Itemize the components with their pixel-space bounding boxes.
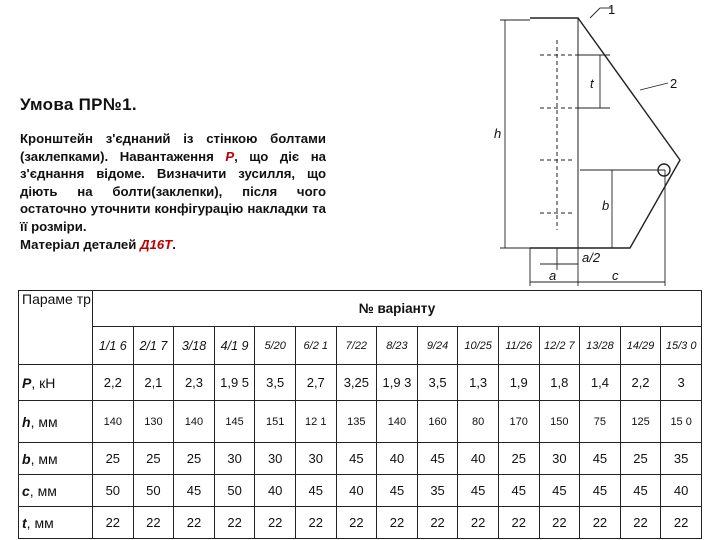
value-cell: 22 <box>417 507 458 539</box>
row-symbol: P <box>22 374 32 391</box>
variant-cell: 9/24 <box>417 327 458 365</box>
param-header: Параме тр <box>19 291 93 365</box>
value-cell: 2,7 <box>295 365 336 401</box>
row-label <box>19 365 93 401</box>
value-cell: 30 <box>295 443 336 475</box>
variant-cell: 2/1 7 <box>133 327 174 365</box>
value-cell: 135 <box>336 401 377 443</box>
condition-text-1: Кронштейн з'єднаний із стінкою болтами (заклепками). Навантаження <box>20 131 326 164</box>
value-cell: 1,3 <box>458 365 499 401</box>
value-cell: 3,5 <box>417 365 458 401</box>
value-cell: 45 <box>295 475 336 507</box>
value-cell: 22 <box>620 507 661 539</box>
row-label <box>19 443 93 475</box>
wall-plate-outline <box>530 18 680 248</box>
value-cell: 30 <box>539 443 580 475</box>
value-cell: 22 <box>498 507 539 539</box>
variant-cell: 3/18 <box>174 327 215 365</box>
value-cell: 170 <box>498 401 539 443</box>
value-cell: 40 <box>458 443 499 475</box>
variant-cell: 12/2 7 <box>539 327 580 365</box>
condition-text-2: , що діє на з'єднання відоме. Визначити зусилля, що діють на болти(заклепки), після чого остаточно уточнити конфігурацію накладки та її розміри. <box>20 148 326 234</box>
table-row <box>19 365 702 401</box>
value-cell: 25 <box>620 443 661 475</box>
value-cell: 45 <box>336 443 377 475</box>
value-cell: 140 <box>377 401 418 443</box>
variant-cell: 10/25 <box>458 327 499 365</box>
value-cell: 22 <box>377 507 418 539</box>
value-cell: 1,9 3 <box>377 365 418 401</box>
value-cell: 140 <box>174 401 215 443</box>
value-cell: 160 <box>417 401 458 443</box>
value-cell: 45 <box>620 475 661 507</box>
parameters-table <box>18 290 702 539</box>
value-cell: 150 <box>539 401 580 443</box>
value-cell: 25 <box>93 443 134 475</box>
value-cell: 45 <box>174 475 215 507</box>
value-cell: 35 <box>661 443 702 475</box>
row-unit: , мм <box>30 450 58 467</box>
value-cell: 25 <box>498 443 539 475</box>
value-cell: 145 <box>214 401 255 443</box>
value-cell: 22 <box>214 507 255 539</box>
value-cell: 130 <box>133 401 174 443</box>
dim-c-label: c <box>612 268 619 283</box>
table-header-row <box>19 291 702 327</box>
row-label <box>19 507 93 539</box>
variant-cell: 6/2 1 <box>295 327 336 365</box>
value-cell: 40 <box>377 443 418 475</box>
variant-cell: 14/29 <box>620 327 661 365</box>
load-symbol: P <box>225 148 235 164</box>
value-cell: 3,5 <box>255 365 296 401</box>
dim-a-label: a <box>549 268 557 283</box>
value-cell: 50 <box>214 475 255 507</box>
row-unit: , мм <box>26 514 54 531</box>
value-cell: 2,3 <box>174 365 215 401</box>
value-cell: 80 <box>458 401 499 443</box>
row-unit: , мм <box>30 413 58 430</box>
row-label <box>19 401 93 443</box>
value-cell: 3 <box>661 365 702 401</box>
page-title: Умова ПР№1. <box>20 95 137 114</box>
table-row <box>19 475 702 507</box>
value-cell: 22 <box>661 507 702 539</box>
row-symbol: h <box>22 413 31 430</box>
value-cell: 25 <box>133 443 174 475</box>
value-cell: 2,2 <box>93 365 134 401</box>
variant-cell: 5/20 <box>255 327 296 365</box>
value-cell: 151 <box>255 401 296 443</box>
variant-number-row <box>19 327 702 365</box>
value-cell: 22 <box>580 507 621 539</box>
value-cell: 30 <box>214 443 255 475</box>
value-cell: 45 <box>580 443 621 475</box>
value-cell: 22 <box>295 507 336 539</box>
dim-b-label: b <box>602 198 610 213</box>
material-suffix: . <box>172 236 176 252</box>
value-cell: 22 <box>93 507 134 539</box>
bracket-drawing <box>470 0 720 292</box>
row-unit: , мм <box>29 482 57 499</box>
value-cell: 140 <box>93 401 134 443</box>
material-name: Д16Т <box>140 236 173 252</box>
value-cell: 40 <box>661 475 702 507</box>
label-2: 2 <box>670 76 678 91</box>
value-cell: 2,2 <box>620 365 661 401</box>
value-cell: 45 <box>498 475 539 507</box>
dim-a2-label: a/2 <box>582 250 601 265</box>
value-cell: 22 <box>458 507 499 539</box>
material-prefix: Матеріал деталей <box>20 236 141 252</box>
row-unit: , кН <box>31 374 56 391</box>
value-cell: 35 <box>417 475 458 507</box>
value-cell: 125 <box>620 401 661 443</box>
variant-cell: 15/3 0 <box>661 327 702 365</box>
value-cell: 1,4 <box>580 365 621 401</box>
dim-t-label: t <box>590 76 594 91</box>
value-cell: 45 <box>580 475 621 507</box>
value-cell: 30 <box>255 443 296 475</box>
value-cell: 2,1 <box>133 365 174 401</box>
variant-cell: 4/1 9 <box>214 327 255 365</box>
value-cell: 22 <box>255 507 296 539</box>
value-cell: 75 <box>580 401 621 443</box>
label-1: 1 <box>608 2 616 17</box>
table-row <box>19 443 702 475</box>
table-row <box>19 507 702 539</box>
variant-cell: 11/26 <box>498 327 539 365</box>
value-cell: 50 <box>93 475 134 507</box>
value-cell: 1,9 <box>498 365 539 401</box>
table-row <box>19 401 702 443</box>
variant-cell: 8/23 <box>377 327 418 365</box>
value-cell: 3,25 <box>336 365 377 401</box>
task-condition <box>20 130 326 253</box>
value-cell: 50 <box>133 475 174 507</box>
value-cell: 22 <box>133 507 174 539</box>
value-cell: 22 <box>174 507 215 539</box>
variant-cell: 1/1 6 <box>93 327 134 365</box>
value-cell: 12 1 <box>295 401 336 443</box>
value-cell: 40 <box>255 475 296 507</box>
variant-header: № варіанту <box>93 291 702 327</box>
row-symbol: b <box>22 450 31 467</box>
value-cell: 1,8 <box>539 365 580 401</box>
value-cell: 1,9 5 <box>214 365 255 401</box>
value-cell: 45 <box>377 475 418 507</box>
variant-cell: 7/22 <box>336 327 377 365</box>
dim-h-label: h <box>494 126 502 141</box>
value-cell: 15 0 <box>661 401 702 443</box>
row-label <box>19 475 93 507</box>
value-cell: 22 <box>539 507 580 539</box>
value-cell: 40 <box>336 475 377 507</box>
value-cell: 45 <box>458 475 499 507</box>
value-cell: 45 <box>417 443 458 475</box>
row-symbol: t <box>22 514 27 531</box>
value-cell: 45 <box>539 475 580 507</box>
value-cell: 22 <box>336 507 377 539</box>
row-symbol: c <box>22 482 30 499</box>
value-cell: 25 <box>174 443 215 475</box>
variant-cell: 13/28 <box>580 327 621 365</box>
